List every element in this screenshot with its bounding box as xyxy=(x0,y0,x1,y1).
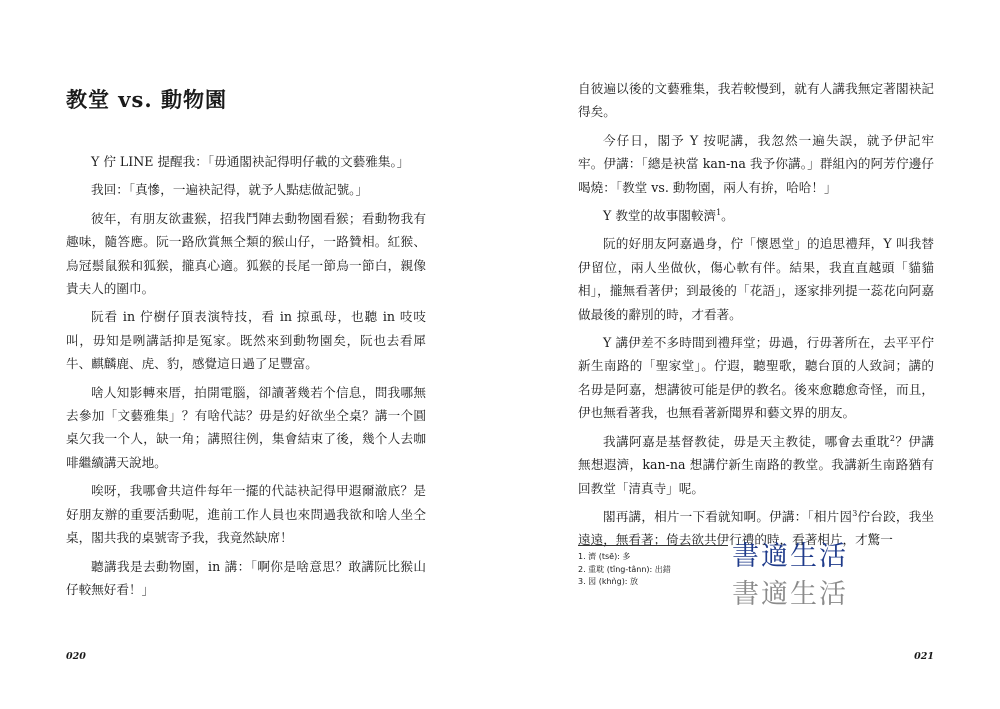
chapter-title: 教堂 vs. 動物園 xyxy=(66,87,227,112)
footnote-divider xyxy=(578,545,728,546)
left-paragraph: Y 佇 LINE 提醒我：「毋通閣袂記得明仔載的文藝雅集。」 xyxy=(91,154,410,169)
paragraph-text: Y 講伊差不多時間到禮拜堂；毋過，行毋著所在，去平平佇新生南路的「聖家堂」。佇遐，聽聖歌，聽台頂的人致詞；講的名毋是阿嘉，想講彼可能是伊的教名。後來愈聽愈奇怪，而且，伊也無看著我，也無看著新聞界和藝文界的朋友。 xyxy=(578,335,934,421)
watermark-gray: 書適生活 xyxy=(732,579,848,610)
footnote-ref: 3 xyxy=(852,508,858,518)
left-paragraph: 彼年，有朋友欲畫猴，招我鬥陣去動物園看猴；看動物我有趣味，隨答應。阮一路欣賞無仝類的猴山仔，一路贊相。紅猴、烏冠鬃鼠猴和狐猴，攏真心適。狐猴的長尾一節烏一節白，親像貴夫人的圍巾。 xyxy=(66,210,426,297)
footnote-ref: 2 xyxy=(889,433,895,443)
footnote: 2. 重耽 (tîng-tânn): 出錯 xyxy=(578,564,671,574)
paragraph-text: 今仔日，閣予 Y 按呢講，我忽然一遍失誤，就予伊記牢牢。伊講：「總是袂當 kan-na 我予你講。」群組內的阿芳佇邊仔喝燒：「教堂 vs. 動物園，兩人有拚，哈哈！」 xyxy=(578,132,934,195)
paragraph-text-tail: 。 xyxy=(721,208,734,224)
left-paragraph: 阮看 in 佇樹仔頂表演特技，看 in 掠虱母，也聽 in 吱吱叫，毋知是咧講話抑是冤家。既然來到動物園矣，阮也去看犀牛、麒麟鹿、虎、豹，感覺這日過了足豐富。 xyxy=(66,309,426,372)
paragraph-text: 自彼遍以後的文藝雅集，我若較慢到，就有人講我無定著閣袂記得矣。 xyxy=(578,81,934,120)
paragraph-text: 閣再講，相片一下看就知啊。伊講：「相片囥 xyxy=(603,508,853,524)
footnote-ref: 1 xyxy=(716,207,722,217)
paragraph-text: 阮的好朋友阿嘉過身，佇「懷恩堂」的追思禮拜，Y 叫我替伊留位，兩人坐做伙，傷心軟有伴。結果，我直直越頭「貓貓相」，攏無看著伊；到最後的「花語」，逐家排列提一蕊花向阿嘉做最後的辭別的時，才看著。 xyxy=(578,236,934,322)
right-paragraph xyxy=(578,129,934,199)
page-number-right: 021 xyxy=(914,651,934,662)
right-paragraph xyxy=(578,77,934,124)
left-paragraph: 我回：「真慘，一遍袂記得，就予人點痣做記號。」 xyxy=(91,182,369,198)
left-paragraph: 啥人知影轉來厝，拍開電腦，卻讀著幾若个信息，問我哪無去參加「文藝雅集」？有啥代誌？毋是約好欲坐仝桌？講一个圓桌欠我一个人，缺一角；講照往例，集會結束了後，幾个人去咖啡繼續講天說地。 xyxy=(66,384,426,470)
footnote: 3. 囥 (khǹg): 放 xyxy=(578,577,639,586)
left-paragraph: 聽講我是去動物園，in 講：「啊你是啥意思？敢講阮比猴山仔較無好看！」 xyxy=(66,558,426,597)
watermark-blue: 書適生活 xyxy=(732,541,848,572)
footnote: 1. 濟 (tsē): 多 xyxy=(578,552,631,561)
right-paragraph xyxy=(578,430,934,500)
right-paragraph xyxy=(578,331,934,425)
paragraph-text-tail: 佇台跤，我坐遠遠，無看著；倚去欲共伊行禮的時，看著相片，才驚一 xyxy=(578,508,935,548)
right-paragraph xyxy=(578,204,934,227)
left-body-text xyxy=(66,150,426,606)
left-paragraph: 唉呀，我哪會共這件每年一擺的代誌袂記得甲遐爾澈底？是好朋友辦的重要活動呢，進前工作人員也來問過我欲和啥人坐仝桌，閣共我的桌號寄予我，我竟然缺席！ xyxy=(66,483,426,546)
right-page xyxy=(500,0,1000,709)
paragraph-text: Y 教堂的故事閣較濟 xyxy=(603,208,717,224)
right-paragraph xyxy=(578,232,934,326)
footnotes xyxy=(578,551,671,589)
right-body-text xyxy=(578,77,934,557)
paragraph-text-tail: ？伊講無想遐濟，kan-na 想講佇新生南路的教堂。我講新生南路猶有回教堂「清真寺」呢。 xyxy=(578,433,935,496)
page-number-left: 020 xyxy=(66,651,86,662)
paragraph-text: 我講阿嘉是基督教徒，毋是天主教徒，哪會去重耽 xyxy=(603,433,890,449)
